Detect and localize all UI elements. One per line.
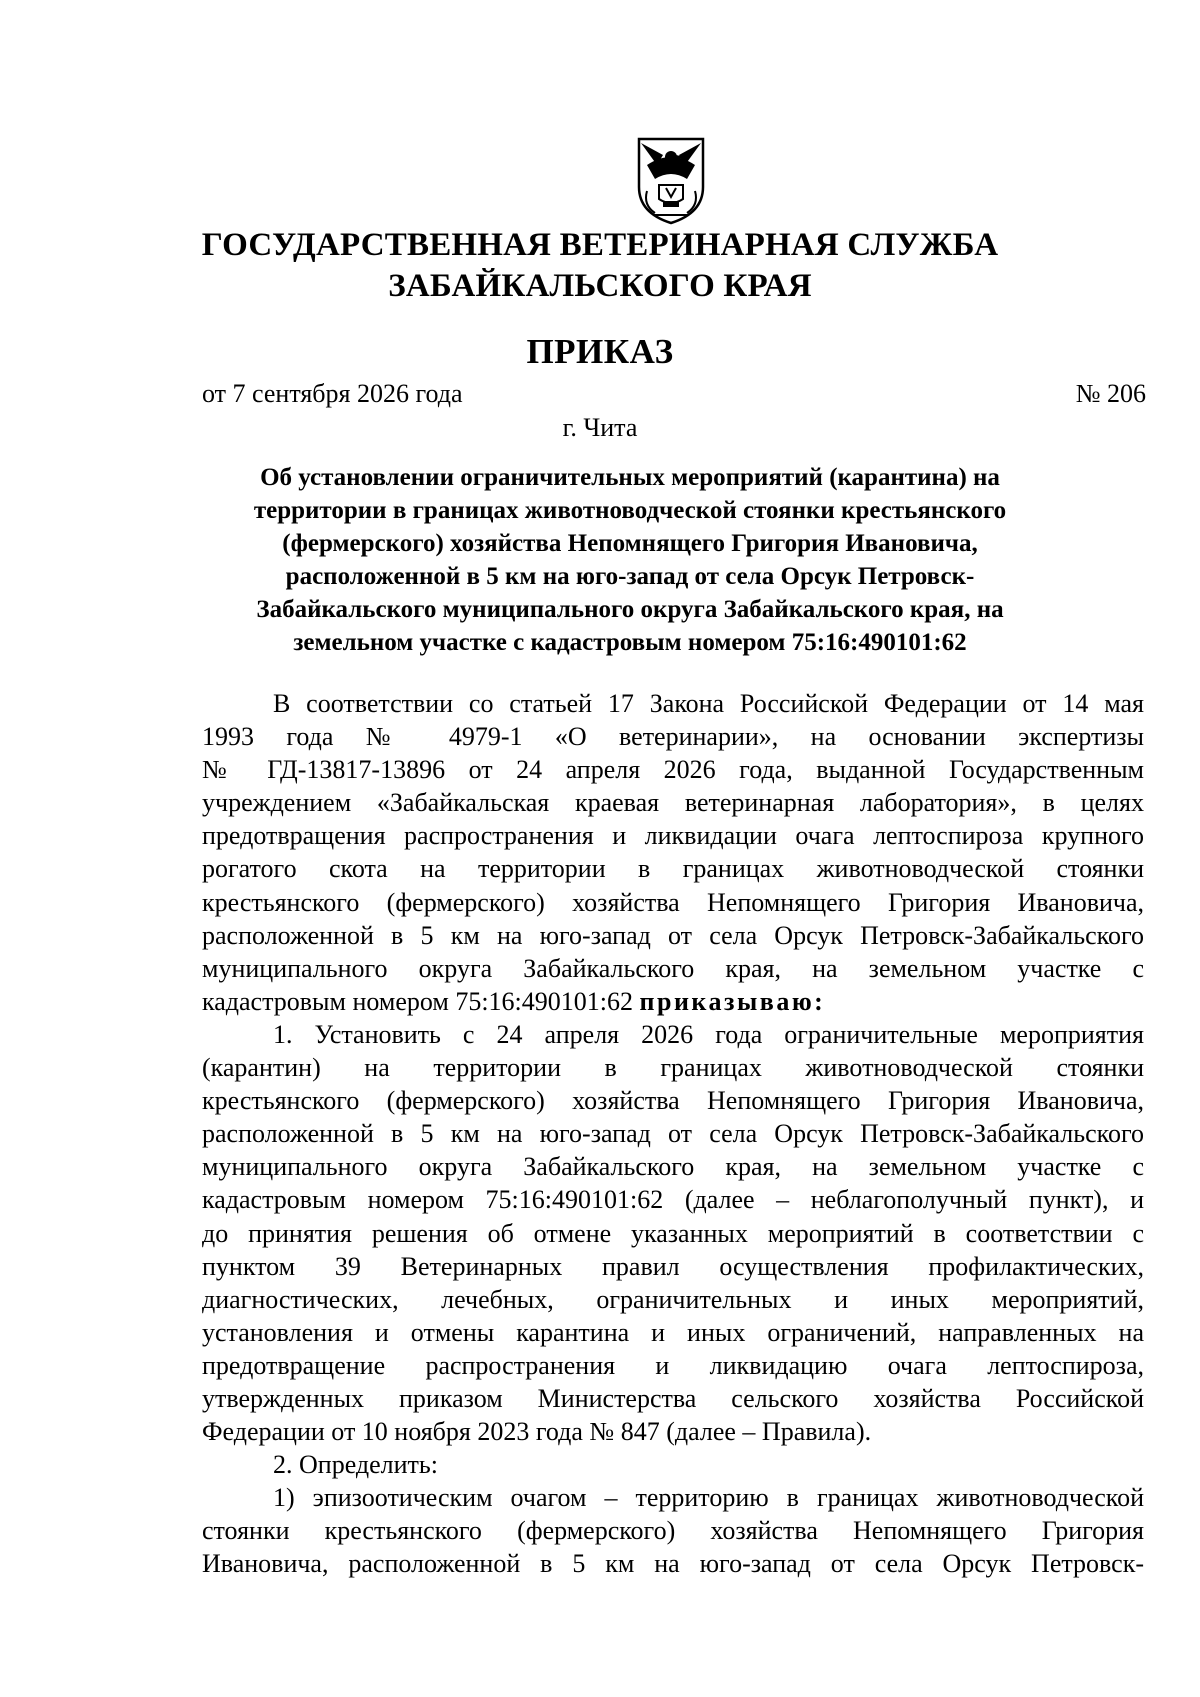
- body-line: стоянки крестьянского (фермерского) хозяйства Непомнящего Григория: [202, 1516, 1144, 1546]
- body-line: № ГД-13817-13896 от 24 апреля 2026 года, выданной Государственным: [202, 755, 1144, 785]
- body-line: Федерации от 10 ноября 2023 года № 847 (далее – Правила).: [202, 1417, 872, 1447]
- body-line: муниципального округа Забайкальского края, на земельном участке с: [202, 953, 1144, 983]
- document-number: № 206: [1075, 379, 1146, 408]
- document-type: ПРИКАЗ: [526, 332, 674, 371]
- body-line: предотвращения распространения и ликвидации очага лептоспироза крупного: [202, 821, 1144, 851]
- body-line: 1) эпизоотическим очагом – территорию в границах животноводческой: [273, 1483, 1144, 1513]
- body-line: пунктом 39 Ветеринарных правил осуществления профилактических,: [202, 1251, 1144, 1281]
- document-body: [202, 687, 1144, 1581]
- body-line: кадастровым номером 75:16:490101:62 (далее – неблагополучный пункт), и: [202, 1185, 1144, 1215]
- subject-line: (фермерского) хозяйства Непомнящего Григория Ивановича,: [282, 530, 978, 557]
- body-line: утвержденных приказом Министерства сельского хозяйства Российской: [202, 1383, 1144, 1413]
- organization-title-line-2: ЗАБАЙКАЛЬСКОГО КРАЯ: [388, 268, 812, 304]
- document-date: от 7 сентября 2026 года: [202, 379, 463, 408]
- body-line-order: [202, 985, 1144, 1018]
- order-word: приказываю:: [639, 986, 826, 1016]
- body-line: муниципального округа Забайкальского края, на земельном участке с: [202, 1152, 1144, 1182]
- preamble-last-text: кадастровым номером 75:16:490101:62: [202, 986, 640, 1016]
- body-line: расположенной в 5 км на юго-запад от села Орсук Петровск-Забайкальского: [202, 920, 1144, 950]
- subject-line: земельном участке с кадастровым номером 75:16:490101:62: [293, 629, 967, 656]
- body-line: установления и отмены карантина и иных ограничений, направленных на: [202, 1317, 1144, 1347]
- document-subject: [180, 461, 1080, 659]
- body-line: до принятия решения об отмене указанных мероприятий в соответствии с: [202, 1218, 1144, 1248]
- subject-line: территории в границах животноводческой стоянки крестьянского: [253, 497, 1007, 524]
- document-city: г. Чита: [562, 413, 638, 442]
- coat-of-arms-icon: [633, 135, 709, 225]
- body-line: учреждением «Забайкальская краевая ветеринарная лаборатория», в целях: [202, 788, 1144, 818]
- body-line: Ивановича, расположенной в 5 км на юго-запад от села Орсук Петровск-: [202, 1549, 1144, 1579]
- subject-line: Об установлении ограничительных мероприятий (карантина) на: [260, 464, 1000, 491]
- body-line: 1. Установить с 24 апреля 2026 года ограничительные мероприятия: [273, 1019, 1144, 1049]
- body-line: расположенной в 5 км на юго-запад от села Орсук Петровск-Забайкальского: [202, 1119, 1144, 1149]
- organization-title-line-1: ГОСУДАРСТВЕННАЯ ВЕТЕРИНАРНАЯ СЛУЖБА: [201, 227, 999, 263]
- body-line: предотвращение распространения и ликвидацию очага лептоспироза,: [202, 1350, 1144, 1380]
- body-line: 2. Определить:: [273, 1450, 438, 1480]
- body-line: В соответствии со статьей 17 Закона Российской Федерации от 14 мая: [273, 689, 1144, 718]
- body-line: (карантин) на территории в границах животноводческой стоянки: [202, 1053, 1144, 1083]
- subject-line: расположенной в 5 км на юго-запад от села Орсук Петровск-: [285, 563, 975, 590]
- subject-line: Забайкальского муниципального округа Забайкальского края, на: [256, 596, 1004, 623]
- body-line: крестьянского (фермерского) хозяйства Непомнящего Григория Ивановича,: [202, 1086, 1144, 1116]
- body-line: рогатого скота на территории в границах животноводческой стоянки: [202, 854, 1144, 884]
- body-line: диагностических, лечебных, ограничительных и иных мероприятий,: [202, 1284, 1144, 1314]
- body-line: крестьянского (фермерского) хозяйства Непомнящего Григория Ивановича,: [202, 887, 1144, 917]
- body-line: 1993 года № 4979-1 «О ветеринарии», на основании экспертизы: [202, 722, 1144, 752]
